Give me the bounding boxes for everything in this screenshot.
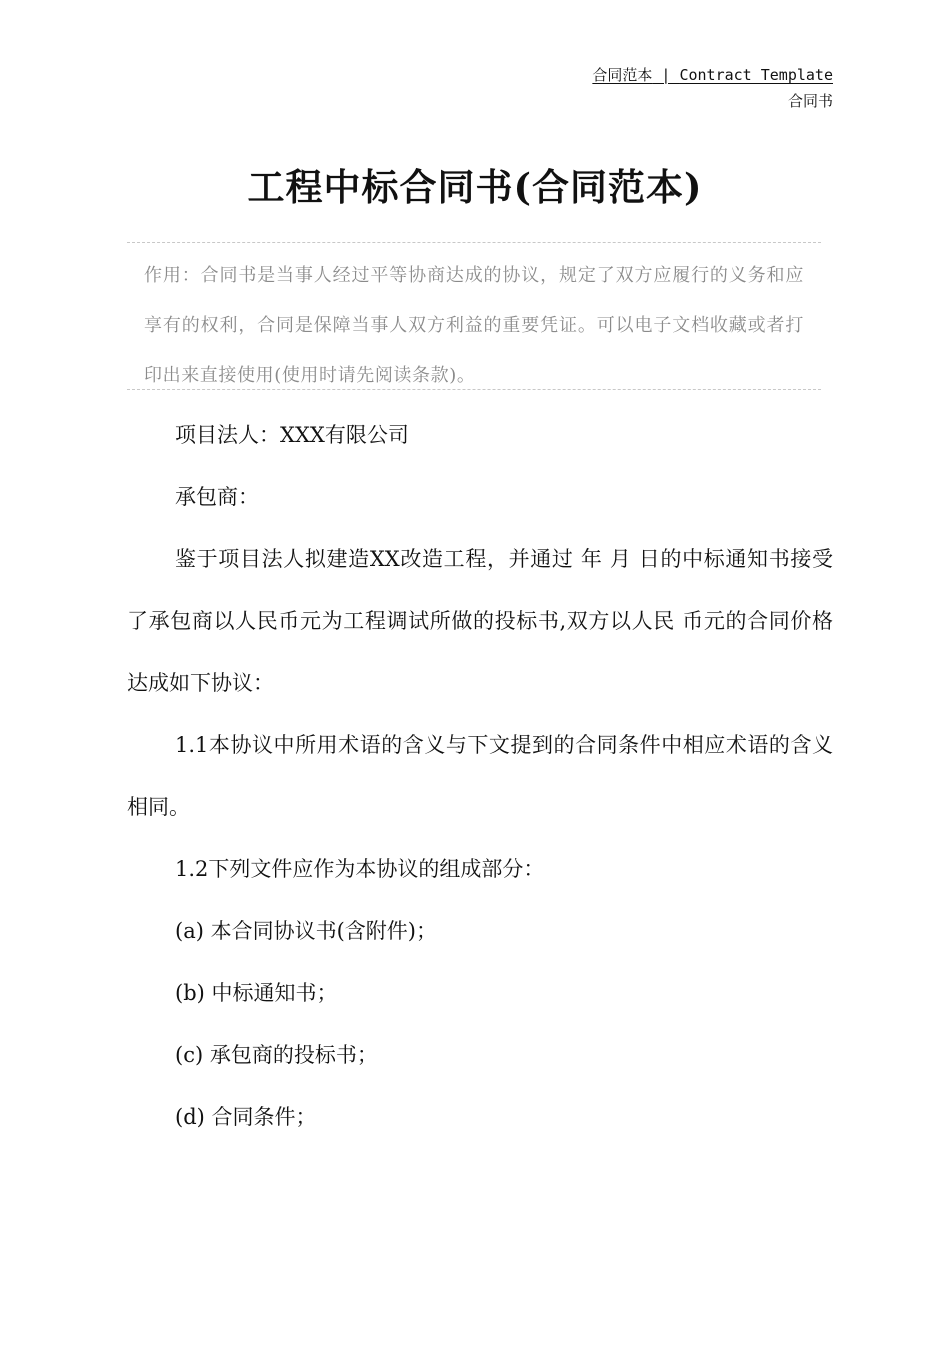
- header-cn-label: 合同范本: [592, 66, 653, 84]
- list-item-d: (d) 合同条件；: [175, 1105, 317, 1129]
- contractor-line: 承包商：: [175, 485, 259, 509]
- header-contract-template: [592, 62, 833, 88]
- clause-1-2: 1.2下列文件应作为本协议的组成部分：: [175, 857, 545, 881]
- header-en-label: Contract Template: [679, 66, 833, 84]
- contract-body: [127, 404, 833, 1148]
- clause-1-1: 1.1本协议中所用术语的含义与下文提到的合同条件中相应术语的含义相同。: [127, 733, 833, 819]
- usage-note-text: 作用：合同书是当事人经过平等协商达成的协议，规定了双方应履行的义务和应享有的权利，合同是保障当事人双方利益的重要凭证。可以电子文档收藏或者打印出来直接使用(使用时请先阅读条款)。: [144, 265, 804, 386]
- header-doc-type: 合同书: [787, 92, 833, 110]
- project-owner-line: 项目法人：XXX有限公司: [175, 423, 409, 447]
- list-item-c: (c) 承包商的投标书；: [175, 1043, 378, 1067]
- header-separator: |: [652, 66, 680, 84]
- list-item-b: (b) 中标通知书；: [175, 981, 338, 1005]
- usage-note-box: [127, 242, 821, 390]
- document-title: 工程中标合同书(合同范本): [247, 165, 703, 209]
- list-item-a: (a) 本合同协议书(含附件)；: [175, 919, 437, 943]
- intro-paragraph: 鉴于项目法人拟建造XX改造工程，并通过 年 月 日的中标通知书接受了承包商以人民币元为工程调试所做的投标书,双方以人民 币元的合同价格达成如下协议：: [127, 547, 833, 695]
- page-header: [592, 62, 833, 114]
